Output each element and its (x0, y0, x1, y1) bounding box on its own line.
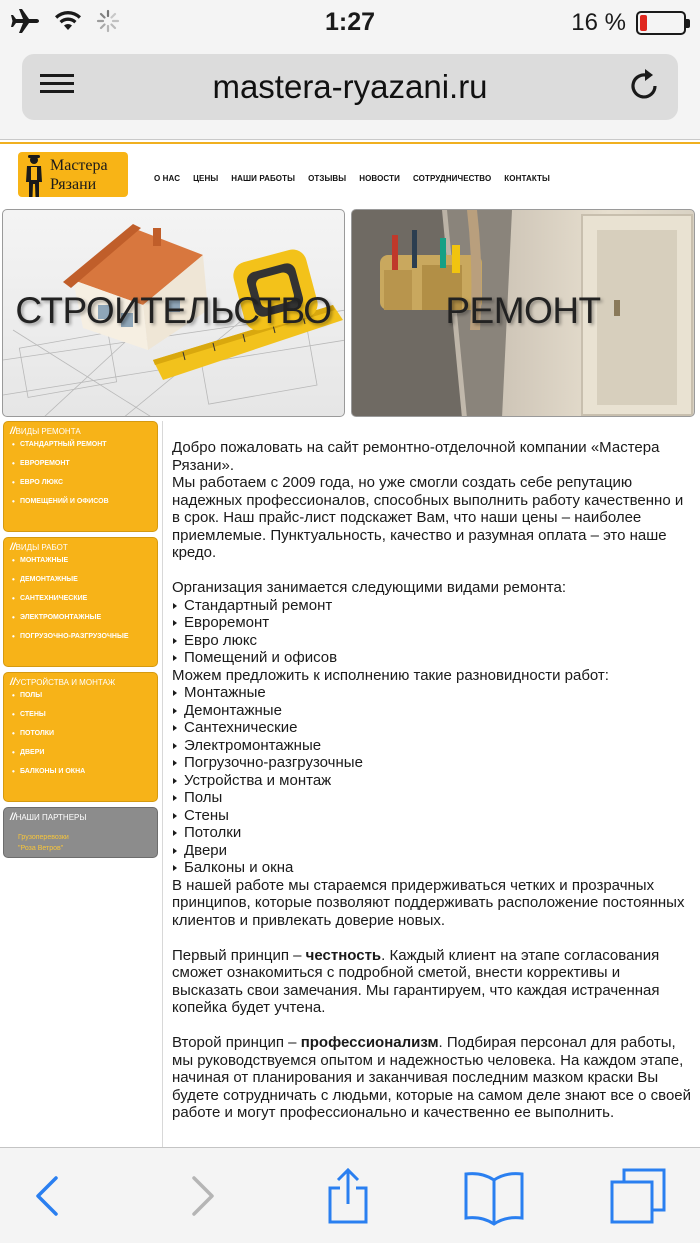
site-header (0, 142, 700, 208)
sidebar-item-ceilings[interactable]: • ПОТОЛКИ (12, 730, 157, 749)
clock-time: 1:27 (324, 8, 376, 36)
back-icon[interactable] (18, 1166, 78, 1226)
battery-percent: 16 % (571, 9, 626, 36)
list-item: Электромонтажные (172, 737, 692, 755)
principle-professionalism-bold: профессионализм (300, 1034, 439, 1051)
list-item: Балконы и окна (172, 859, 692, 877)
principles-text: В нашей работе мы стараемся придерживаться четких и прозрачных принципов, которые позволяют поддерживать расположение постоянных клиентов и привлекать доверие новых. (172, 876, 685, 929)
nav-item-news[interactable]: НОВОСТИ (359, 174, 400, 183)
principle-honesty (172, 947, 692, 1017)
sidebar-item-plumbing[interactable]: • САНТЕХНИЧЕСКИЕ (12, 595, 157, 614)
nav-item-about[interactable]: О НАС (154, 174, 181, 183)
list-item: Монтажные (172, 684, 692, 702)
nav-item-prices[interactable]: ЦЕНЫ (193, 174, 219, 183)
principle-honesty-start: Первый принцип – (172, 946, 306, 964)
site-logo[interactable] (18, 152, 128, 197)
list-item: Помещений и офисов (172, 649, 692, 667)
logo-line-1: Мастера (50, 157, 108, 174)
list-item: Стандартный ремонт (172, 597, 692, 615)
banner-label-construction: СТРОИТЕЛЬСТВО (15, 290, 332, 331)
bookmarks-icon[interactable] (462, 1166, 526, 1226)
nav-item-cooperation[interactable]: СОТРУДНИЧЕСТВО (412, 174, 492, 183)
repair-types-list (172, 597, 692, 667)
list-item: Устройства и монтаж (172, 772, 692, 790)
partner-line-1: Грузоперевозки (18, 834, 69, 841)
sidebar-installation: //УСТРОЙСТВА И МОНТАЖ • ПОЛЫ • СТЕНЫ • ПОТОЛКИ • ДВЕРИ • БАЛКОНЫ И ОКНА (3, 672, 158, 802)
list-item: Полы (172, 789, 692, 807)
works-heading: Можем предложить к исполнению такие разновидности работ: (172, 666, 609, 684)
sidebar-partners: //НАШИ ПАРТНЕРЫ Грузоперевозки "Роза Ветров" (3, 807, 158, 858)
reload-icon[interactable] (624, 66, 664, 106)
sidebar-item-standard-repair[interactable]: • СТАНДАРТНЫЙ РЕМОНТ (12, 441, 157, 460)
sidebar-partners-title: НАШИ ПАРТНЕРЫ (15, 813, 87, 822)
banner-construction[interactable] (2, 209, 345, 417)
list-item: Сантехнические (172, 719, 692, 737)
sidebar-item-loading[interactable]: • ПОГРУЗОЧНО-РАЗГРУЗОЧНЫЕ (12, 633, 157, 652)
sidebar-item-euro-repair[interactable]: • ЕВРОРЕМОНТ (12, 460, 157, 479)
repair-types-heading: Организация занимается следующими видами ремонта: (172, 579, 566, 596)
sidebar-item-doors[interactable]: • ДВЕРИ (12, 749, 157, 768)
sidebar-work-types: //ВИДЫ РАБОТ • МОНТАЖНЫЕ • ДЕМОНТАЖНЫЕ • САНТЕХНИЧЕСКИЕ • ЭЛЕКТРОМОНТАЖНЫЕ • ПОГРУЗОЧНО-РАЗГРУЗОЧНЫЕ (3, 537, 158, 667)
welcome-text: Добро пожаловать на сайт ремонтно-отделочной компании «Мастера Рязани». (172, 439, 660, 474)
principle-professionalism-rest: . Подбирая персонал для работы, мы руководствуемся опытом и надежностью человека. На каждом этапе, начиная от планирования и заканчивая последним мазком краски Вы будете сотрудничать с людьми, которые на самом деле знают все о своей работе и могут профессионально и качественно ее выполнить. (172, 1034, 692, 1121)
banner-label-repair: РЕМОНТ (445, 290, 601, 331)
battery-level-fill (640, 15, 647, 31)
principle-professionalism-start: Второй принцип – (172, 1034, 301, 1051)
nav-item-contacts[interactable]: КОНТАКТЫ (504, 174, 550, 183)
sidebar-item-premises[interactable]: • ПОМЕЩЕНИЙ И ОФИСОВ (12, 498, 157, 517)
logo-line-2: Рязани (50, 176, 97, 193)
list-item: Евроремонт (172, 614, 692, 632)
sidebar-item-walls[interactable]: • СТЕНЫ (12, 711, 157, 730)
sidebar-item-electrical[interactable]: • ЭЛЕКТРОМОНТАЖНЫЕ (12, 614, 157, 633)
battery-icon (636, 11, 686, 35)
intro-text: Мы работаем с 2009 года, но уже смогли создать себе репутацию надежных профессионалов, способных выполнить работу качественно и в срок. Наш прайс-лист подскажет Вам, что наши цены – наиболее приемлемые. Пунктуальность, качество и разумная оплата – это наше кредо. (172, 474, 684, 561)
status-bar (0, 0, 700, 44)
list-item: Демонтажные (172, 702, 692, 720)
banner-repair[interactable] (351, 209, 695, 417)
sidebar-item-balconies[interactable]: • БАЛКОНЫ И ОКНА (12, 768, 157, 787)
forward-icon[interactable] (172, 1166, 232, 1226)
principle-professionalism (172, 1034, 692, 1122)
sidebar-item-floors[interactable]: • ПОЛЫ (12, 692, 157, 711)
list-item: Стены (172, 807, 692, 825)
main-content (162, 421, 700, 1147)
worker-icon (22, 154, 46, 198)
partner-link[interactable] (4, 824, 157, 854)
partner-line-2: "Роза Ветров" (18, 845, 64, 852)
url-text[interactable]: mastera-ryazani.ru (212, 68, 488, 105)
sidebar-repair-types-title: ВИДЫ РЕМОНТА (15, 427, 81, 436)
sidebar-item-euro-lux[interactable]: • ЕВРО ЛЮКС (12, 479, 157, 498)
tabs-icon[interactable] (608, 1166, 668, 1226)
principle-honesty-rest: . Каждый клиент на этапе согласования сможет ознакомиться с подробной сметой, внести коррективы и высказать свои замечания. Мы гарантируем, что каждая истраченная копейка будет учтена. (172, 946, 660, 1016)
principle-honesty-bold: честность (305, 946, 382, 964)
list-item: Погрузочно-разгрузочные (172, 754, 692, 772)
list-item: Потолки (172, 824, 692, 842)
sidebar-work-types-title: ВИДЫ РАБОТ (15, 543, 68, 552)
sidebar-item-mounting[interactable]: • МОНТАЖНЫЕ (12, 557, 157, 576)
sidebar-repair-types: //ВИДЫ РЕМОНТА • СТАНДАРТНЫЙ РЕМОНТ • ЕВРОРЕМОНТ • ЕВРО ЛЮКС • ПОМЕЩЕНИЙ И ОФИСОВ (3, 421, 158, 532)
share-icon[interactable] (318, 1166, 378, 1226)
nav-item-reviews[interactable]: ОТЗЫВЫ (308, 174, 347, 183)
browser-toolbar (0, 1147, 700, 1243)
sidebar-item-dismantling[interactable]: • ДЕМОНТАЖНЫЕ (12, 576, 157, 595)
nav-item-works[interactable]: НАШИ РАБОТЫ (231, 174, 296, 183)
address-bar[interactable] (22, 54, 678, 120)
list-item: Двери (172, 842, 692, 860)
list-item: Евро люкс (172, 632, 692, 650)
address-bar-area (0, 44, 700, 140)
sidebar-installation-title: УСТРОЙСТВА И МОНТАЖ (15, 678, 116, 687)
top-navigation (154, 174, 550, 183)
works-list (172, 684, 692, 877)
